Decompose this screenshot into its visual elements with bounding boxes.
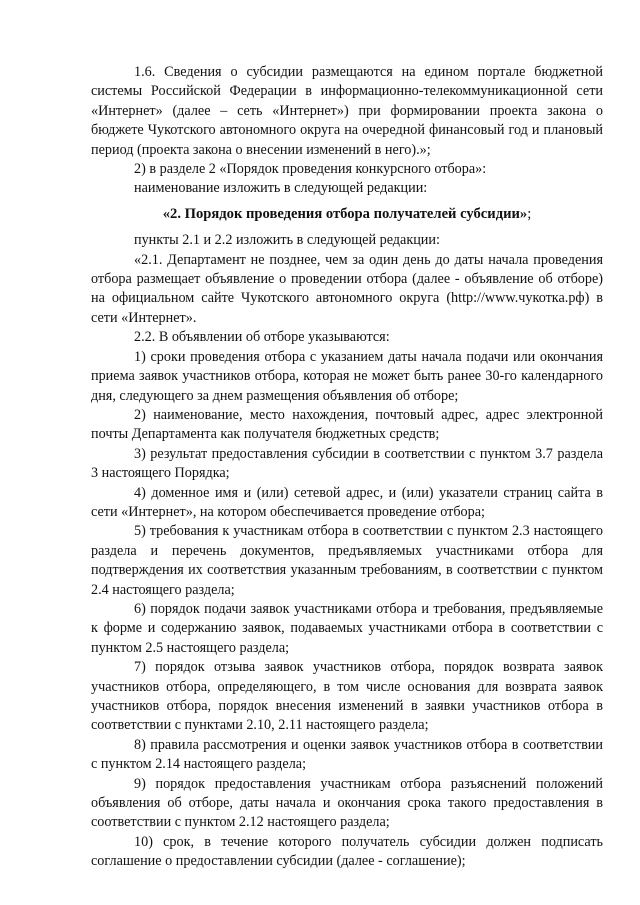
list-item-9: 9) порядок предоставления участникам отбора разъяснений положений объявления об отборе, даты начала и окончания срока такого предоставления в соответствии с пунктом 2.12 настоящего раздела; [91,775,603,831]
list-item-10: 10) срок, в течение которого получатель субсидии должен подписать соглашение о предоставлении субсидии (далее - соглашение); [91,833,603,870]
section-heading-tail: ; [527,205,532,222]
paragraph-1-6: 1.6. Сведения о субсидии размещаются на едином портале бюджетной системы Российской Федерации в информационно-телекоммуникационной сети «Интернет» (далее – сеть «Интернет») при формировании проекта закона о бюджете Чукотского автономного округа на очередной финансовый год и плановый период (проекта закона о внесении изменений в него).»; [91,64,603,158]
section-heading-bold: «2. Порядок проведения отбора получателей субсидии» [162,205,528,222]
paragraph-2-2: 2.2. В объявлении об отборе указываются: [134,329,390,346]
paragraph-items-change: пункты 2.1 и 2.2 изложить в следующей редакции: [134,232,440,249]
list-item-1: 1) сроки проведения отбора с указанием даты начала подачи или окончания приема заявок участников отбора, которая не может быть ранее 30-го календарного дня, следующего за днем размещения объявления об отборе; [91,348,603,404]
section-heading [91,205,603,224]
list-item-7: 7) порядок отзыва заявок участников отбора, порядок возврата заявок участников отбора, определяющего, в том числе основания для возврата заявок участников отбора, порядок внесения изменений в заявки участников отбора в соответствии с пунктами 2.10, 2.11 настоящего раздела; [91,659,603,734]
list-item-4: 4) доменное имя и (или) сетевой адрес, и (или) указатели страниц сайта в сети «Интернет», на котором обеспечивается проведение отбора; [91,484,603,520]
list-item-8: 8) правила рассмотрения и оценки заявок участников отбора в соответствии с пунктом 2.14 настоящего раздела; [91,736,603,773]
list-item-3: 3) результат предоставления субсидии в соответствии с пунктом 3.7 раздела 3 настоящего Порядка; [91,445,603,482]
list-item-6: 6) порядок подачи заявок участниками отбора и требования, предъявляемые к форме и содержанию заявок, подаваемых участниками отбора в соответствии с пунктом 2.5 настоящего раздела; [91,600,603,656]
list-item-5: 5) требования к участникам отбора в соответствии с пунктом 2.3 настоящего раздела и перечень документов, предъявляемых участниками отбора для подтверждения их соответствия указанным требованиям, в соответствии с пунктом 2.4 настоящего раздела; [91,523,603,598]
paragraph-2-1: «2.1. Департамент не позднее, чем за один день до даты начала проведения отбора размещает объявление о проведении отбора (далее - объявление об отборе) на официальном сайте Чукотского автономного округа (http://www.чукотка.рф) в сети «Интернет». [91,251,603,326]
paragraph-name-change: наименование изложить в следующей редакции: [134,180,428,197]
paragraph-section-2-change: 2) в разделе 2 «Порядок проведения конкурсного отбора»: [134,161,487,178]
list-item-2: 2) наименование, место нахождения, почтовый адрес, адрес электронной почты Департамента как получателя бюджетных средств; [91,406,603,443]
